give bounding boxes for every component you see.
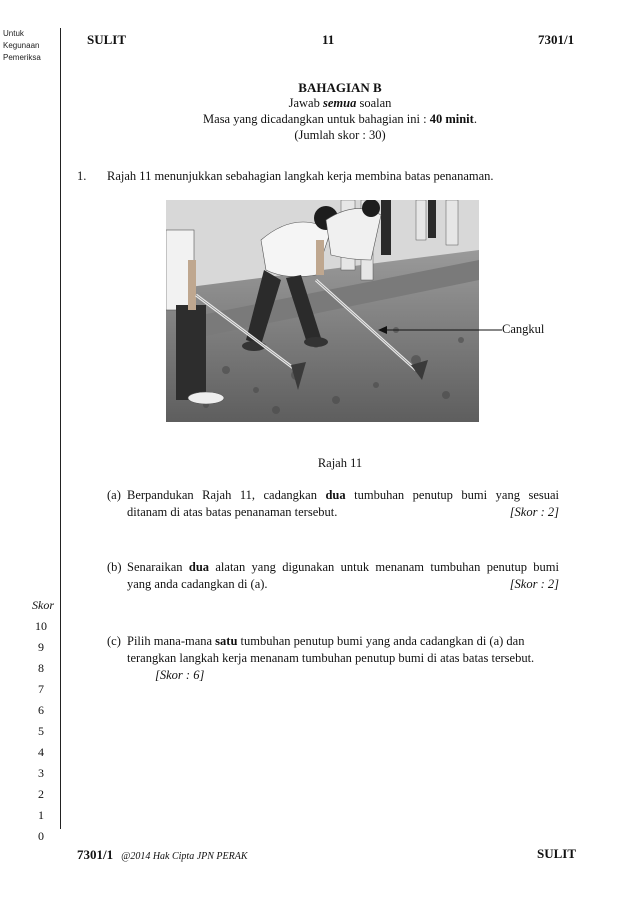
part-text xyxy=(127,487,559,521)
figure-caption: Rajah 11 xyxy=(317,456,363,470)
score-value: 10 xyxy=(35,619,47,633)
part-text-segment: tumbuhan penutup bumi yang sesuai xyxy=(345,488,560,502)
question-stem: Rajah 11 menunjukkan sebahagian langkah kerja membina batas penanaman. xyxy=(107,169,494,183)
score-value: 6 xyxy=(38,703,44,717)
score-value: 8 xyxy=(38,661,44,675)
instruction-text: soalan xyxy=(356,96,392,110)
score-label: Skor xyxy=(32,598,54,612)
question-part-b xyxy=(107,559,559,599)
part-text xyxy=(127,633,559,684)
label-arrow-line xyxy=(378,322,504,338)
part-text xyxy=(127,559,559,593)
score-value: 0 xyxy=(38,829,44,843)
question-number: 1. xyxy=(77,169,87,183)
part-score: [Skor : 2] xyxy=(509,505,559,519)
part-score: [Skor : 6] xyxy=(155,668,205,682)
section-title: BAHAGIAN B xyxy=(298,80,382,95)
score-value: 7 xyxy=(38,682,44,696)
footer-left xyxy=(77,846,248,864)
part-text-segment: terangkan langkah kerja menanam tumbuhan penutup bumi di atas batas tersebut. xyxy=(127,651,535,665)
side-note-line: Untuk xyxy=(3,29,24,38)
part-text-segment: yang anda cadangkan di (a). xyxy=(127,577,268,591)
score-value: 4 xyxy=(38,745,44,759)
section-instruction xyxy=(170,95,510,112)
figure-label-cangkul: Cangkul xyxy=(502,322,545,336)
part-line-2 xyxy=(127,576,559,593)
section-time xyxy=(120,111,560,128)
part-line-1 xyxy=(127,559,559,576)
score-value: 9 xyxy=(38,640,44,654)
header-page-number: 11 xyxy=(322,32,335,47)
header-paper-code: 7301/1 xyxy=(538,32,575,47)
score-value: 1 xyxy=(38,808,44,822)
part-line-1 xyxy=(127,633,559,650)
part-marker: (a) xyxy=(107,488,121,502)
part-text-segment: Berpandukan Rajah 11, cadangkan xyxy=(127,488,326,502)
examiner-margin-line xyxy=(60,28,61,829)
time-text: Masa yang dicadangkan untuk bahagian ini : xyxy=(203,112,430,126)
part-emphasis: satu xyxy=(215,634,238,648)
time-value: 40 minit xyxy=(429,112,474,126)
part-line-1 xyxy=(127,487,559,504)
examiner-use-note xyxy=(3,28,41,64)
part-text-segment: ditanam di atas batas penanaman tersebut. xyxy=(127,505,338,519)
side-note-line: Kegunaan xyxy=(3,41,40,50)
part-marker: (b) xyxy=(107,560,122,574)
instruction-emphasis: semua xyxy=(322,96,357,110)
footer-copyright: @2014 Hak Cipta JPN PERAK xyxy=(121,851,248,862)
question-part-a xyxy=(107,487,559,527)
score-value: 2 xyxy=(38,787,44,801)
score-value: 5 xyxy=(38,724,44,738)
part-line-2 xyxy=(127,650,559,667)
part-text-segment: Pilih mana-mana xyxy=(127,634,216,648)
footer-paper-code: 7301/1 xyxy=(77,847,114,862)
part-emphasis: dua xyxy=(325,488,346,502)
part-line-2 xyxy=(127,504,559,521)
side-note-line: Pemeriksa xyxy=(3,53,41,62)
part-marker: (c) xyxy=(107,634,121,648)
part-text-segment: Senaraikan xyxy=(127,560,189,574)
part-score: [Skor : 2] xyxy=(509,577,559,591)
question-part-c xyxy=(107,633,559,689)
instruction-text: Jawab xyxy=(288,96,323,110)
part-emphasis: dua xyxy=(188,560,210,574)
footer-right-sulit: SULIT xyxy=(537,846,577,861)
part-text-segment: alatan yang digunakan untuk menanam tumbuhan penutup bumi xyxy=(209,560,559,574)
figure-photo xyxy=(166,200,479,422)
score-value: 3 xyxy=(38,766,44,780)
header-left-sulit: SULIT xyxy=(87,32,127,47)
time-text: . xyxy=(473,112,477,126)
part-text-segment: tumbuhan penutup bumi yang anda cadangkan di (a) dan xyxy=(237,634,525,648)
section-total-score: (Jumlah skor : 30) xyxy=(294,128,386,142)
